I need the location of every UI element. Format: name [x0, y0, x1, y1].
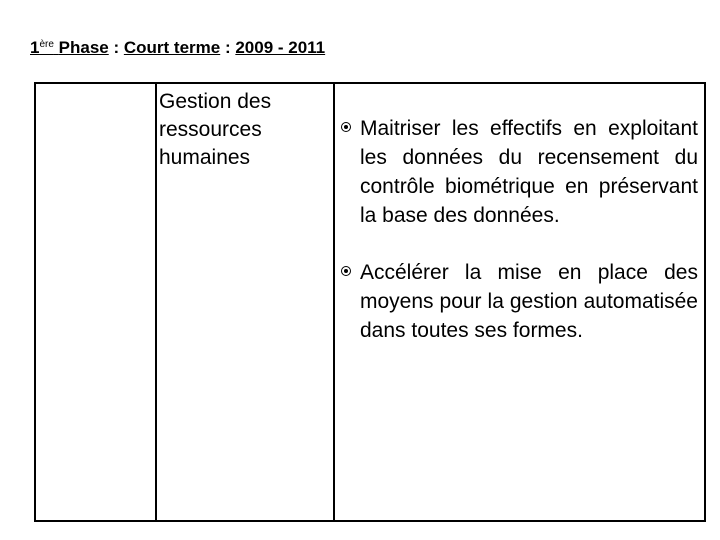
bullet-icon — [341, 122, 351, 132]
objectives-column — [335, 84, 704, 520]
domain-column — [157, 84, 335, 520]
bullet-icon — [341, 266, 351, 276]
empty-column — [36, 84, 157, 520]
domain-label: Gestion des ressources humaines — [159, 90, 272, 169]
term-label: Court terme — [123, 38, 221, 57]
heading-separator: : — [220, 38, 236, 57]
phase-ordinal: 1 — [30, 38, 40, 57]
heading-separator: : — [108, 38, 124, 57]
period-label: 2009 - 2011 — [235, 38, 326, 57]
phase-label — [30, 38, 109, 57]
objective-text: Accélérer la mise en place des moyens pour la gestion automatisée dans toutes ses formes. — [360, 261, 698, 342]
objective-item — [341, 114, 698, 230]
objective-item — [341, 258, 698, 345]
objectives-list — [341, 114, 698, 345]
phase-heading — [30, 38, 325, 58]
objective-text: Maitriser les effectifs en exploitant les données du recensement du contrôle biométrique en préservant la base des données. — [360, 117, 698, 227]
plan-table — [34, 82, 706, 522]
phase-word: Phase — [58, 38, 109, 57]
phase-ordinal-suffix: ère — [39, 39, 54, 50]
